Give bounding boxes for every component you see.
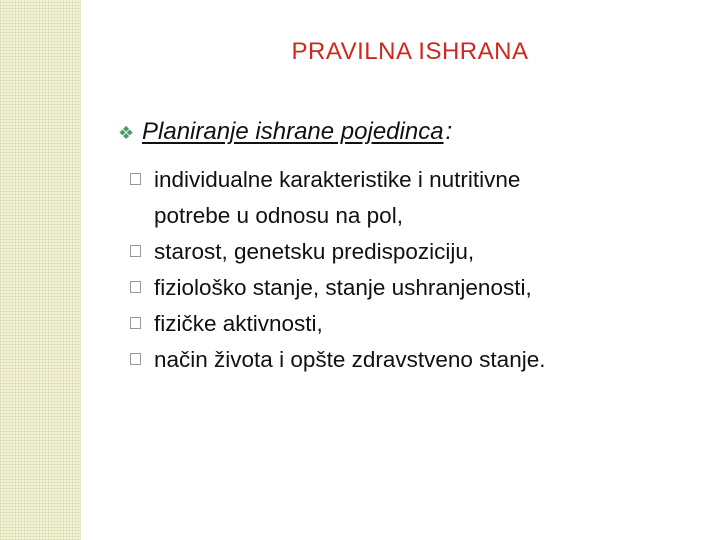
list-item bbox=[130, 162, 690, 234]
list-item-text: fizičke aktivnosti, bbox=[154, 311, 323, 336]
square-bullet-icon bbox=[130, 353, 141, 365]
list-item bbox=[130, 234, 690, 270]
list-item-text-continued: potrebe u odnosu na pol, bbox=[154, 203, 403, 228]
slide-title: PRAVILNA ISHRANA bbox=[291, 38, 529, 65]
bullet-list bbox=[130, 162, 690, 378]
decorative-left-strip bbox=[0, 0, 81, 540]
subtitle-text: Planiranje ishrane pojedinca bbox=[142, 118, 444, 145]
square-bullet-icon bbox=[130, 173, 141, 185]
square-bullet-icon bbox=[130, 245, 141, 257]
list-item bbox=[130, 342, 690, 378]
list-item-text: individualne karakteristike i nutritivne bbox=[154, 167, 521, 192]
subtitle-row bbox=[118, 118, 452, 146]
list-item bbox=[130, 270, 690, 306]
diamond-bullet-icon: ❖ bbox=[118, 123, 135, 143]
list-item-text: starost, genetsku predispoziciju, bbox=[154, 239, 475, 264]
subtitle-colon: : bbox=[445, 118, 453, 145]
list-item-text: način života i opšte zdravstveno stanje. bbox=[154, 347, 546, 372]
list-item-text: fiziološko stanje, stanje ushranjenosti, bbox=[154, 275, 532, 300]
square-bullet-icon bbox=[130, 281, 141, 293]
square-bullet-icon bbox=[130, 317, 141, 329]
list-item bbox=[130, 306, 690, 342]
